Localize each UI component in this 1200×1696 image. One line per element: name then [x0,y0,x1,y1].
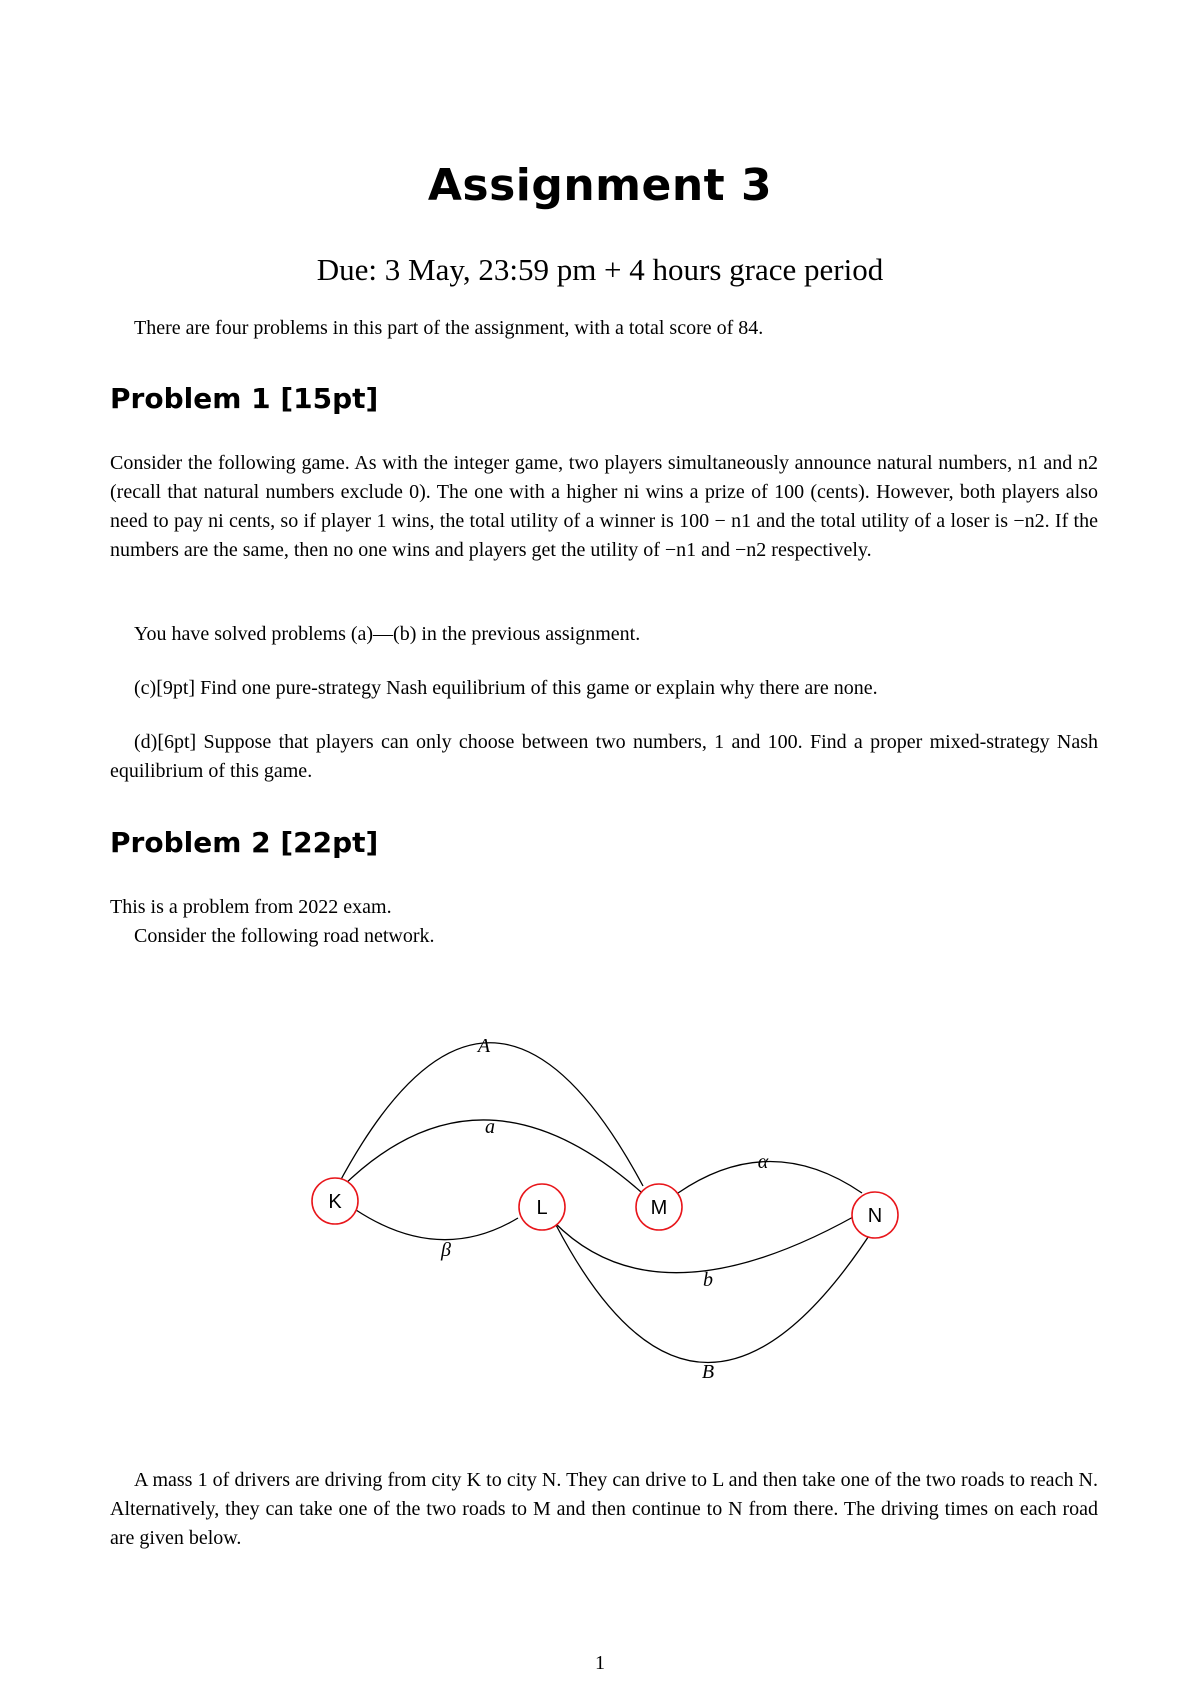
city-nodes [312,1178,898,1238]
edge-label-b: b [703,1269,713,1291]
problem-1-body: Consider the following game. As with the integer game, two players simultaneously announce natural numbers, n1 and n2 (recall that natural numbers exclude 0). The one with a higher ni wins a prize of 100 (cents). However, both players also need to pay ni cents, so if player 1 wins, the total utility of a winner is 100 − n1 and the total utility of a loser is −n2. If the numbers are the same, then no one wins and players get the utility of −n1 and −n2 respectively. [110,452,1098,561]
page-title: Assignment 3 [427,160,773,211]
problem-2-heading: Problem 2 [22pt] [110,826,379,859]
edge-alpha [678,1162,862,1194]
node-L [519,1184,565,1230]
problem-2-description: A mass 1 of drivers are driving from city K to city N. They can drive to L and then take one of the two roads to reach N. Alternatively, they can take one of the two roads to M and then continue to N from there. The driving times on each road are given below. [110,1469,1098,1549]
edge-label-B: B [701,1361,715,1383]
road-edges [338,1043,876,1363]
edge-b [554,1208,869,1273]
edge-label-a: a [485,1116,495,1138]
edge-B [556,1225,876,1363]
edge-beta [356,1210,518,1240]
node-N-label: N [867,1205,883,1227]
node-K-label: K [328,1191,342,1213]
edge-label-beta: β [441,1239,451,1261]
node-L-label: L [536,1197,548,1219]
edge-label-alpha: α [757,1151,769,1173]
edge-label-A: A [477,1035,491,1057]
problem-1-solved-note: You have solved problems (a)—(b) in the previous assignment. [134,623,641,645]
problem-2-network-intro: Consider the following road network. [134,925,435,947]
edge-A [338,1043,643,1186]
problem-2-source: This is a problem from 2022 exam. [110,896,392,918]
intro-paragraph: There are four problems in this part of the assignment, with a total score of 84. [134,317,764,339]
node-K [312,1178,358,1224]
page-number: 1 [595,1652,605,1674]
node-M-label: M [650,1197,668,1219]
problem-1-heading: Problem 1 [15pt] [110,382,379,415]
node-M [636,1184,682,1230]
node-N [852,1192,898,1238]
due-date: Due: 3 May, 23:59 pm + 4 hours grace period [316,252,884,287]
problem-1-part-c: (c)[9pt] Find one pure-strategy Nash equilibrium of this game or explain why there are none. [134,677,878,699]
problem-1-part-d: (d)[6pt] Suppose that players can only choose between two numbers, 1 and 100. Find a proper mixed-strategy Nash equilibrium of this game. [110,731,1098,782]
